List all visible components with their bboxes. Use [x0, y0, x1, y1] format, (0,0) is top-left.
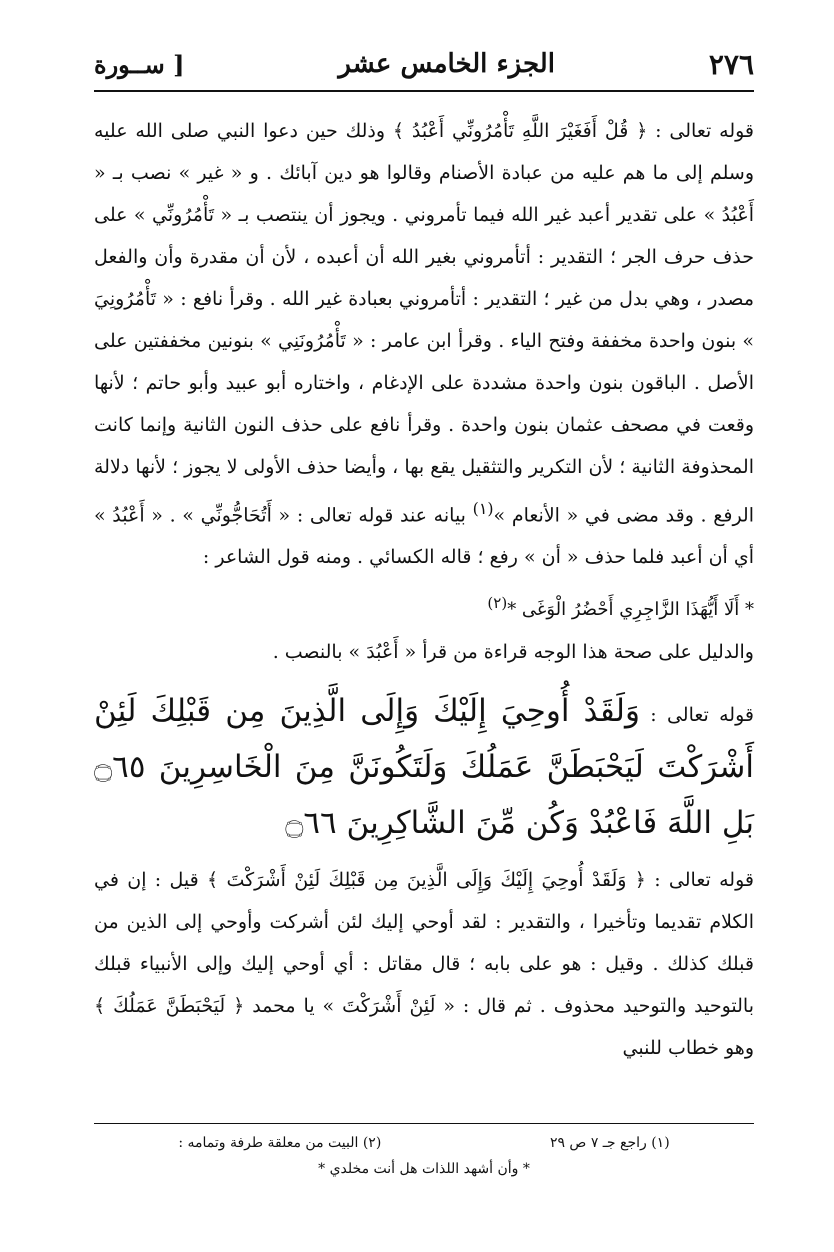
- paragraph-2: والدليل على صحة هذا الوجه قراءة من قرأ « أَعْبُدَ » بالنصب .: [272, 641, 754, 664]
- footnotes: [94, 1130, 754, 1182]
- footnote-2: (٢) البيت من معلقة طرفة وتمامه :: [178, 1135, 382, 1151]
- paragraph-1-text: قوله تعالى : ﴿ قُلْ أَفَغَيْرَ اللَّهِ تَأْمُرُونِّي أَعْبُدُ ﴾ وذلك حين دعوا النبي صلى الله عليه وسلم إلى ما هم عليه من عبادة الأصنام وقالوا هو دين آبائك . و « غير » نصب بـ « أَعْبُدُ » على تقدير أعبد غير الله فيما تأمروني . ويجوز أن ينتصب بـ « تَأْمُرُونِّي » على حذف حرف الجر ؛ التقدير : أتأمروني بغير الله أن أعبده ، لأن أن مقدرة وأن والفعل مصدر ، وهي بدل من غير ؛ التقدير : أتأمروني بعبادة غير الله . وقرأ نافع : « تَأْمُرُونِيَ » بنون واحدة مخففة وفتح الياء . وقرأ ابن عامر : « تَأْمُرُونَنِي » بنونين مخففتين على الأصل . الباقون بنون واحدة مشددة على الإدغام ، واختاره أبو عبيد وأبو حاتم ؛ لأنها وقعت في مصحف عثمان بنون واحدة . وقرأ نافع على حذف النون الثانية وإنما كانت المحذوفة الثانية ؛ لأن التكرير والتثقيل يقع بها ، وأيضا حذف الأولى لا يجوز ؛ لأنها دلالة الرفع . وقد مضى في « الأنعام »: [94, 120, 754, 527]
- paragraph-1b-text: بيانه عند قوله تعالى : « أَتُحَاجُّونِّي » . « أَعْبُدُ » أي أن أعبد فلما حذف « أن » رفع ؛ قاله الكسائي . ومنه قول الشاعر :: [94, 504, 754, 569]
- page-header: [94, 38, 754, 92]
- footnote-ref-1: (١): [472, 499, 494, 518]
- body-text: [94, 110, 754, 1073]
- quran-verse-text: وَلَقَدْ أُوحِيَ إِلَيْكَ وَإِلَى الَّذِينَ مِن قَبْلِكَ لَئِنْ أَشْرَكْتَ لَيَحْبَطَنَّ عَمَلُكَ وَلَتَكُونَنَّ مِنَ الْخَاسِرِينَ ۝٦٥ بَلِ اللَّهَ فَاعْبُدْ وَكُن مِّنَ الشَّاكِرِينَ ۝٦٦: [94, 693, 754, 842]
- page-number: ٢٧٦: [708, 47, 754, 81]
- paragraph-1: [94, 110, 754, 578]
- poetry-verse-text: * أَلَا أَيُّهَذَا الزَّاجِرِي أَحْضُرُ الْوَغَى *: [507, 599, 754, 621]
- quran-intro: قوله تعالى :: [650, 704, 754, 727]
- sura-label: [ ســورة: [94, 49, 185, 79]
- footnote-2-verse: * وأن أشهد اللذات هل أنت مخلدي *: [318, 1161, 530, 1177]
- footnote-1: (١) راجع جـ ٧ ص ٢٩: [549, 1135, 670, 1151]
- quran-verse-block: [94, 683, 754, 851]
- footnote-ref-2: (٢): [487, 594, 508, 613]
- paragraph-3: قوله تعالى : ﴿ وَلَقَدْ أُوحِيَ إِلَيْكَ وَإِلَى الَّذِينَ مِن قَبْلِكَ لَئِنْ أَشْرَكْتَ ﴾ قيل : إن في الكلام تقديما وتأخيرا ، والتقدير : لقد أوحي إليك لئن أشركت وأوحي إلى الذين من قبلك كذلك . وقيل : هو على بابه ؛ قال مقاتل : أي أوحي إليك وإلى الأنبياء قبلك بالتوحيد والتوحيد محذوف . ثم قال : « لَئِنْ أَشْرَكْتَ » يا محمد ﴿ لَيَحْبَطَنَّ عَمَلُكَ ﴾ وهو خطاب للنبي: [94, 869, 754, 1060]
- footnote-row: [94, 1130, 754, 1156]
- poetry-verse: [94, 582, 754, 631]
- running-head: الجزء الخامس عشر: [338, 49, 555, 79]
- footnote-divider: [94, 1123, 754, 1124]
